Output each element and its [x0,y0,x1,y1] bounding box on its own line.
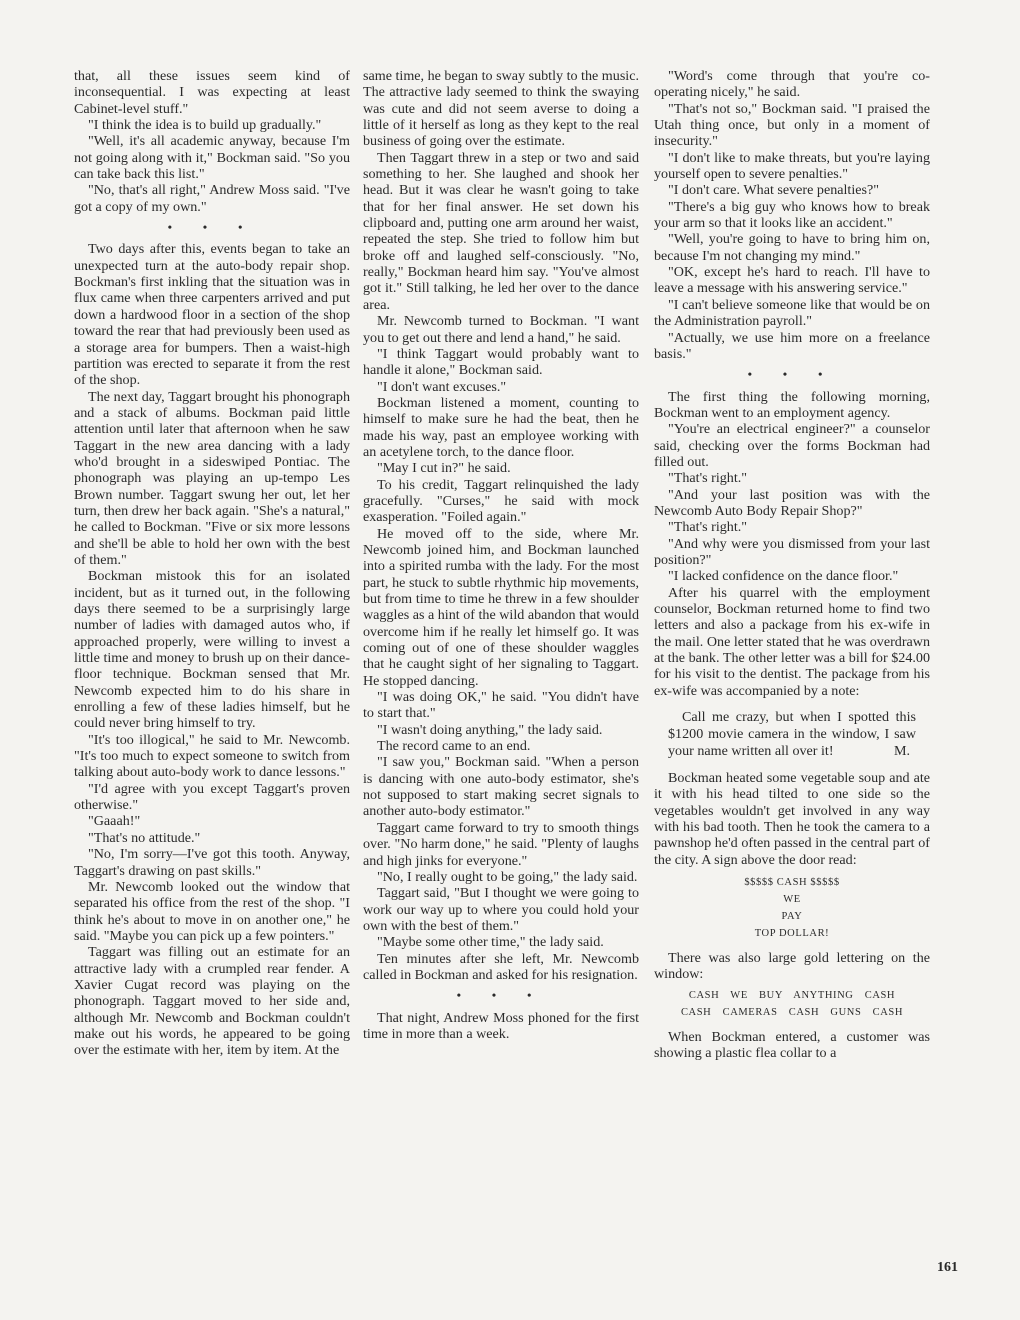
paragraph: "I think the idea is to build up gradually." [88,117,322,134]
paragraph: "No, I really ought to be going," the lady said. [377,868,638,885]
paragraph: Bockman mistook this for an isolated incident, but as it turned out, in the following days there seemed to be a surprisingly large number of ladies with damaged autos who, if approached properly, were willing to invest a little time and money to brush up on their dance-floor technique. Bockman sensed that Mr. Newcomb expected him to do his share in enrolling a few of these ladies himself, but he could never bring himself to try. [74,568,350,732]
paragraph: "That's right." [668,470,748,487]
paragraph: Taggart said, "But I thought we were going to work our way up to where you could hold your own with the best of them." [363,885,639,934]
paragraph: "I'd agree with you except Taggart's proven otherwise." [74,780,350,814]
paragraph: To his credit, Taggart relinquished the lady gracefully. "Curses," he said with mock exasperation. "Foiled again." [363,476,639,526]
paragraph: The first thing the following morning, Bockman went to an employment agency. [654,388,930,421]
paragraph: that, all these issues seem kind of inconsequential. I was expecting at least Cabinet-level stuff." [74,68,350,117]
paragraph: The record came to an end. [377,738,531,755]
sign-line: WE [783,894,801,906]
page-number: 161 [937,1260,958,1275]
paragraph: "Word's come through that you're co-operating nicely," he said. [654,68,930,101]
window-line: CASH WE BUY ANYTHING CASH [688,989,896,1001]
paragraph: Two days after this, events began to take an unexpected turn at the auto-body repair shop. Bockman's first inkling that the situation was in flux came when three carpenters arrived and put down a hardwood floor in a section of the shop toward the rear that had previously been used as a storage area for bumpers. Then a waist-high partition was erected to separate it from the rest of the shop. [74,241,350,389]
window-line: CASH CAMERAS CASH GUNS CASH [680,1006,904,1018]
paragraph: "I lacked confidence on the dance floor." [668,568,899,585]
paragraph: "You're an electrical engineer?" a counselor said, checking over the forms Bockman had filled out. [654,421,930,470]
paragraph: "There's a big guy who knows how to break your arm so that it looks like an accident." [654,198,930,232]
paragraph: "I wasn't doing anything," the lady said. [377,721,603,738]
paragraph: The next day, Taggart brought his phonograph and a stack of albums. Bockman paid little attention until later that afternoon when he saw Taggart in the new area dancing with a lady who'd brought in a sideswiped Pontiac. The phonograph was playing an up-tempo Les Brown number. Taggart swung her out, let her turn, then drew her back again. "She's a natural," he called to Bockman. "Five or six more lessons and she'll be able to hold her own with the best of them." [74,388,350,568]
paragraph: "It's too illogical," he said to Mr. Newcomb. "It's too much to expect someone to switch from talking about auto-body work to dance lessons." [74,731,350,781]
paragraph: Then Taggart threw in a step or two and said something to her. She laughed and shook her head. But it was clear he wasn't going to take that for her final answer. He set down his clipboard and, putting one arm around her waist, repeated the step. She tried to follow him but broke off and laughed self-consciously. "No, really," Bockman heard him say. "You've almost got it." Still talking, he led her over to the dance area. [363,149,639,313]
paragraph: "Maybe some other time," the lady said. [377,934,604,951]
paragraph: Mr. Newcomb looked out the window that separated his office from the rest of the shop. "I think he's about to move in on another one," he said. "Maybe you can pick up a few pointers." [74,878,350,944]
paragraph: "I can't believe someone like that would be on the Administration payroll." [654,296,930,330]
note-text: Call me crazy, but when I spotted this $1200 movie camera in the window, I saw your name written all over it! [668,709,916,760]
paragraph: "And your last position was with the Newcomb Auto Body Repair Shop?" [654,486,930,519]
paragraph: Bockman listened a moment, counting to himself to make sure he had the beat, then he made his way, past an employee working with an acetylene torch, to the dance floor. [363,394,639,460]
paragraph: same time, he began to sway subtly to the music. The attractive lady seemed to think the swaying was cute and did not seem averse to doing a little of it herself as long as they kept to the real business of going over the estimate. [363,68,639,150]
section-break: • • • [747,367,837,382]
paragraph: When Bockman entered, a customer was showing a plastic flea collar to a [654,1028,930,1062]
paragraph: "No, that's all right," Andrew Moss said. "I've got a copy of my own." [74,182,350,215]
letter-note [668,709,916,760]
paragraph: "May I cut in?" he said. [377,460,511,477]
paragraph: Taggart was filling out an estimate for an attractive lady with a crumpled rear fender. A Xavier Cugat record was playing on the phonograph. Taggart moved to her side and, although Mr. Newcomb and Bockman couldn't make out his words, he appeared to be going over the estimate with her, item by item. At the [74,944,350,1059]
paragraph: "Well, you're going to have to bring him on, because I'm not changing my mind." [654,231,930,264]
paragraph: There was also large gold lettering on the window: [654,950,930,983]
paragraph: "I saw you," Bockman said. "When a person is dancing with one auto-body estimator, she's not supposed to start making secret signals to another auto-body estimator." [363,754,639,820]
section-break: • • • [456,988,546,1003]
window-lettering [654,987,930,1021]
paragraph: Mr. Newcomb turned to Bockman. "I want you to get out there and lend a hand," he said. [363,313,639,346]
pawnshop-sign [654,874,930,942]
paragraph: "I was doing OK," he said. "You didn't have to start that." [363,689,639,722]
paragraph: He moved off to the side, where Mr. Newcomb joined him, and Bockman launched into a spirited rumba with the lady. For the most part, he stuck to subtle rhythmic hip movements, but from time to time he threw in a few shoulder waggles as a hint of the wild abandon that would overcome him if he really let himself go. It was coming out of one of these shoulder waggles that he caught sight of her signaling to Taggart. He stopped dancing. [363,525,639,689]
paragraph: "OK, except he's hard to reach. I'll have to leave a message with his answering service." [654,264,930,297]
text-column-right [654,68,930,1062]
note-signature: M. [893,743,910,760]
sign-line: PAY [781,911,803,923]
paragraph: After his quarrel with the employment counselor, Bockman returned home to find two letters and also a package from his ex-wife in the mail. One letter stated that he was overdrawn at the bank. The other letter was a bill for $24.00 for his visit to the dentist. The package from his ex-wife was accompanied by a note: [654,584,930,699]
text-column-left [74,68,350,1059]
section-break: • • • [167,220,257,235]
paragraph: "I don't like to make threats, but you're laying yourself open to severe penalties." [654,149,930,183]
paragraph: Ten minutes after she left, Mr. Newcomb called in Bockman and asked for his resignation. [363,950,639,983]
sign-line: TOP DOLLAR! [754,928,830,940]
paragraph: "And why were you dismissed from your last position?" [654,535,930,568]
paragraph: "I don't care. What severe penalties?" [668,182,880,199]
paragraph: "That's not so," Bockman said. "I praised the Utah thing once, but only in a moment of insecurity." [654,100,930,150]
sign-line: $$$$$ CASH $$$$$ [744,877,840,889]
paragraph: "That's no attitude." [88,829,201,846]
paragraph: Taggart came forward to try to smooth things over. "No harm done," he said. "Plenty of laughs and high jinks for everyone." [363,819,639,869]
paragraph: "No, I'm sorry—I've got this tooth. Anyway, Taggart's drawing on past skills." [74,846,350,879]
paragraph: "I don't want excuses." [377,378,507,395]
text-column-middle [363,68,639,1042]
paragraph: "Actually, we use him more on a freelance basis." [654,329,930,362]
paragraph: "That's right." [668,519,748,536]
paragraph: That night, Andrew Moss phoned for the first time in more than a week. [363,1009,639,1042]
paragraph: "Well, it's all academic anyway, because I'm not going along with it," Bockman said. "So you can take back this list." [74,133,350,183]
paragraph: "I think Taggart would probably want to handle it alone," Bockman said. [363,345,639,379]
paragraph: "Gaaah!" [88,813,141,830]
paragraph: Bockman heated some vegetable soup and ate it with his head tilted to one side so the vegetables wouldn't get involved in any way with his bad tooth. Then he took the camera to a pawnshop he'd often passed in the central part of the city. A sign above the door read: [654,770,930,868]
